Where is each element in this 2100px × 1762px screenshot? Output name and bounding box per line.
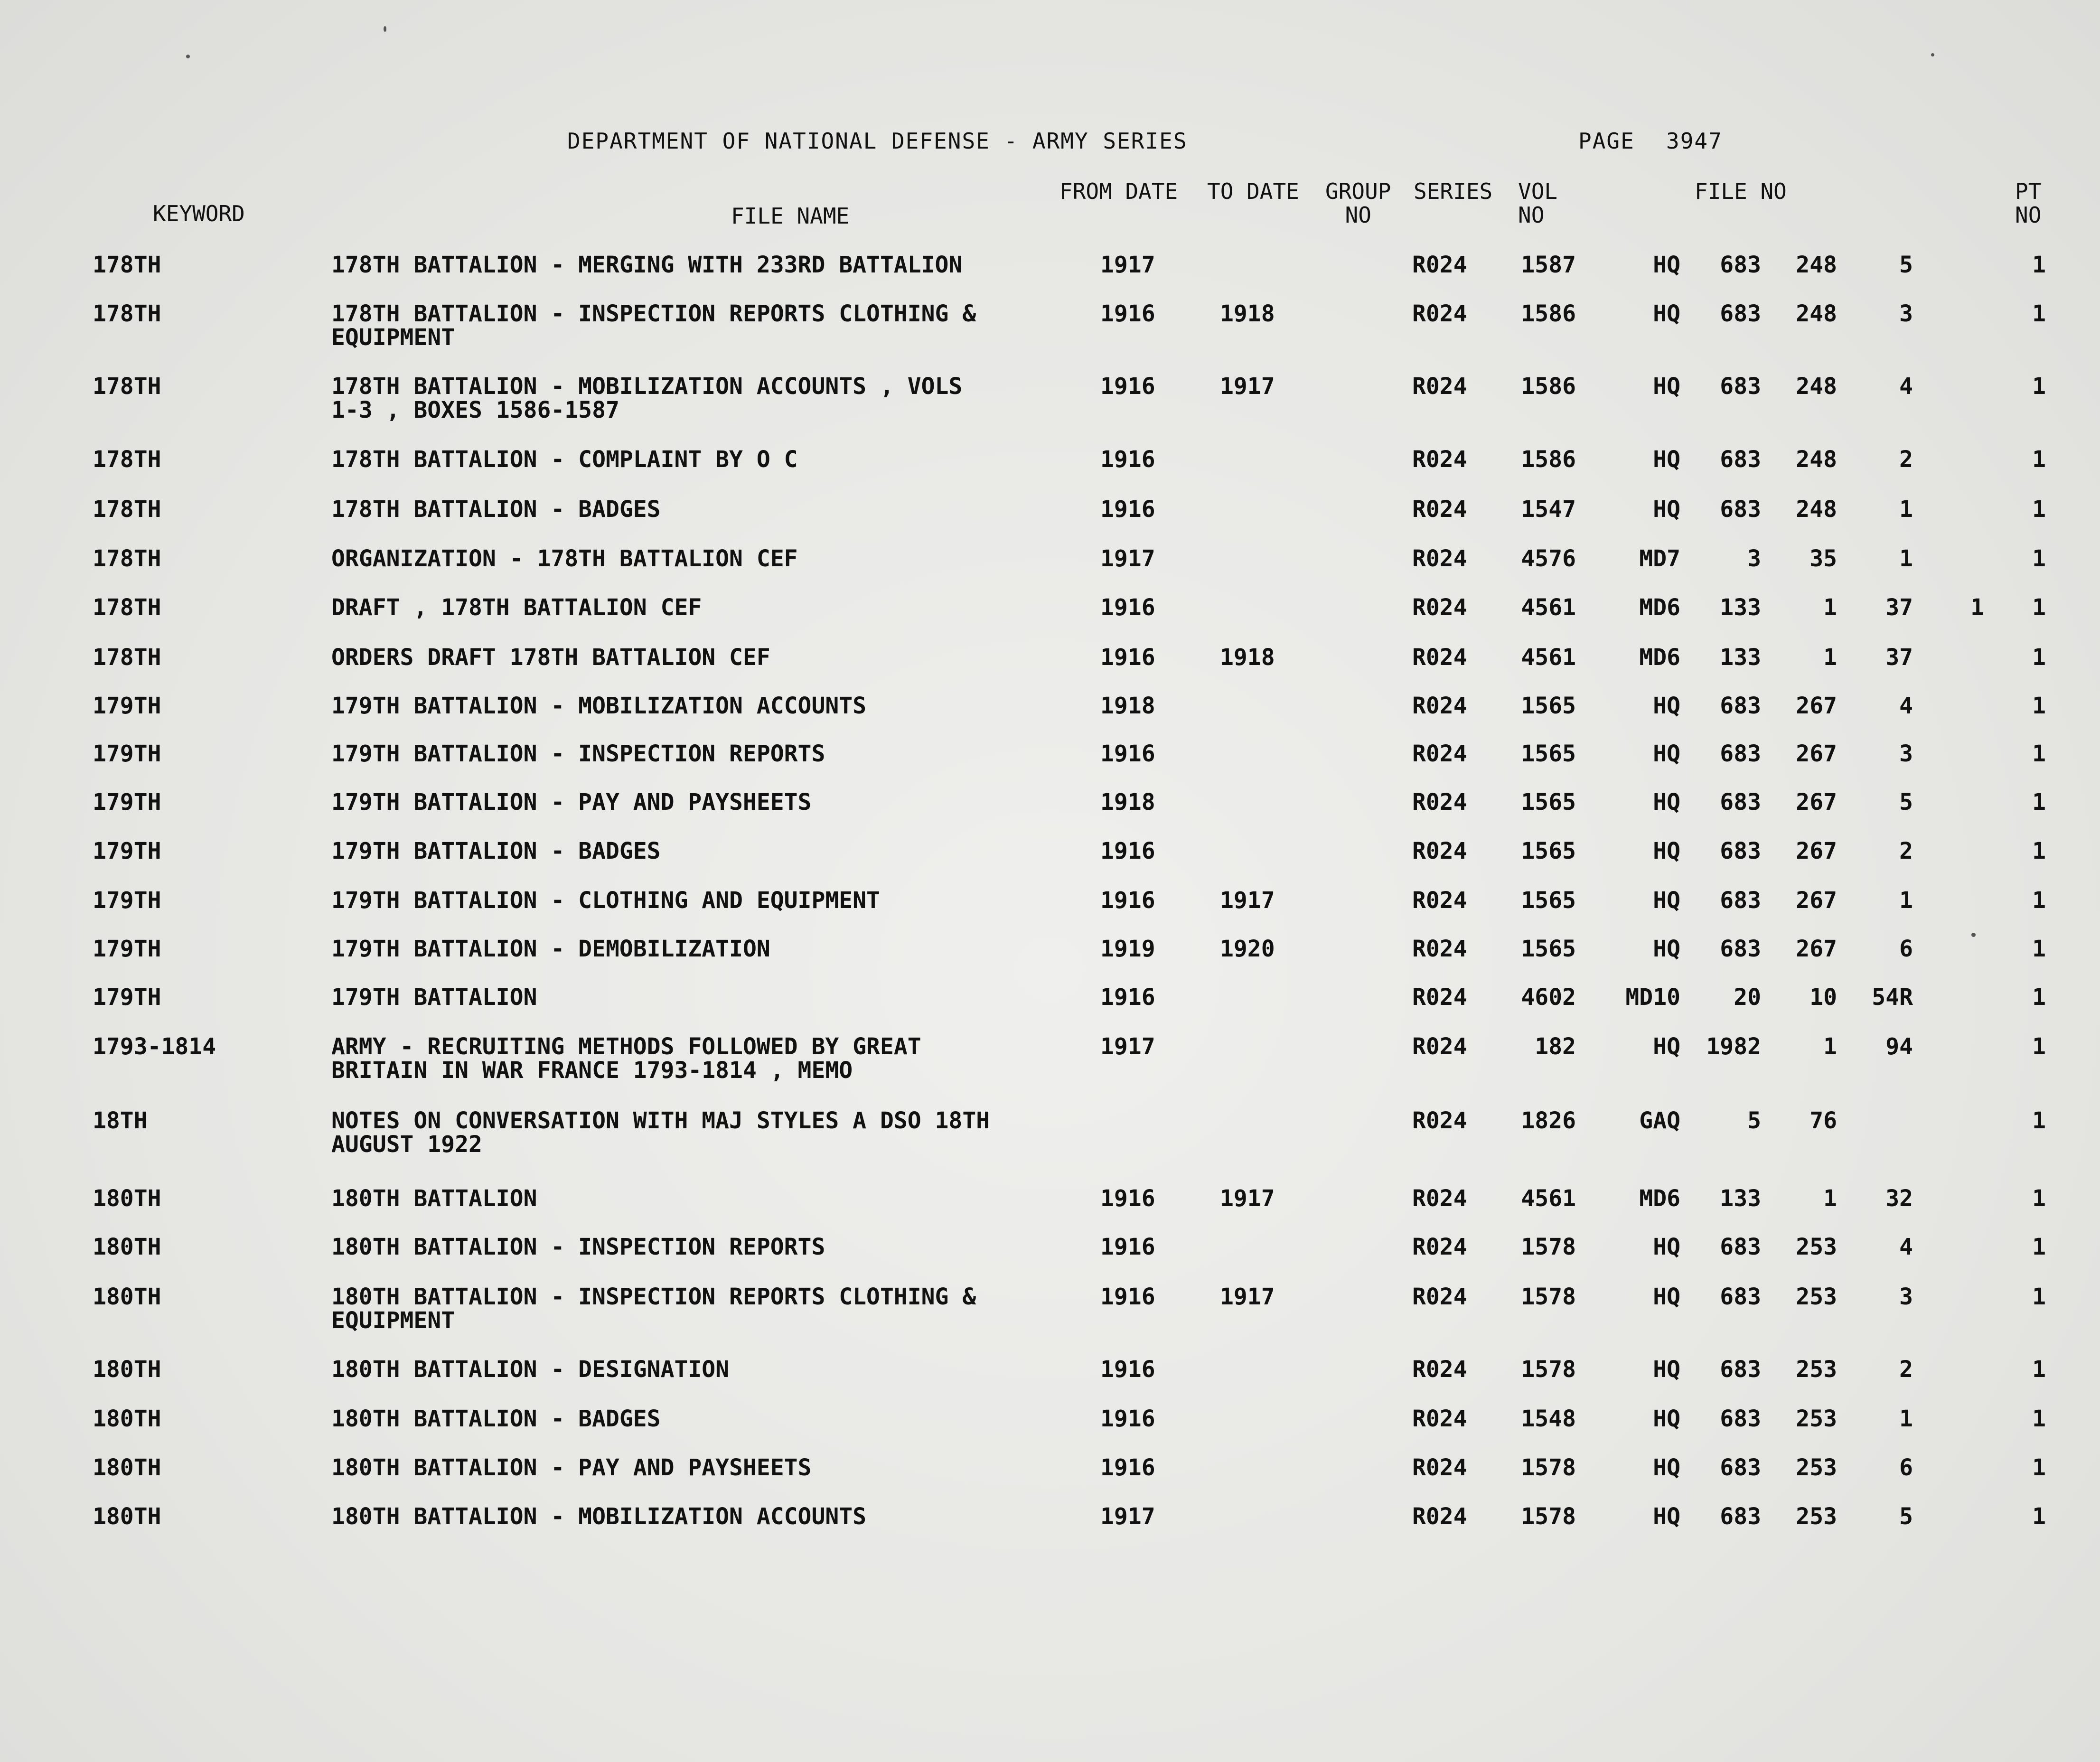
table-row bbox=[0, 375, 2100, 422]
cell-keyword: 179TH bbox=[93, 693, 161, 719]
cell-series: R024 bbox=[1412, 789, 1467, 815]
cell-f2: 683 bbox=[1720, 1454, 1761, 1481]
cell-f1: HQ bbox=[1653, 252, 1680, 278]
cell-f1: HQ bbox=[1653, 1033, 1680, 1060]
cell-vol: 4576 bbox=[1521, 545, 1576, 572]
cell-from-date: 1916 bbox=[1100, 1406, 1155, 1432]
cell-f2: 683 bbox=[1720, 1356, 1761, 1383]
cell-f2: 133 bbox=[1720, 1185, 1761, 1212]
cell-f3: 1 bbox=[1823, 594, 1837, 621]
cell-f4: 37 bbox=[1885, 594, 1913, 621]
cell-f3: 76 bbox=[1809, 1107, 1837, 1134]
cell-from-date: 1916 bbox=[1100, 373, 1155, 400]
cell-series: R024 bbox=[1412, 740, 1467, 767]
cell-pt: 1 bbox=[2032, 1185, 2046, 1212]
column-header-vol-no: VOL NO bbox=[1518, 178, 1558, 228]
cell-f2: 5 bbox=[1747, 1107, 1761, 1134]
cell-f3: 1 bbox=[1823, 1185, 1837, 1212]
cell-f2: 683 bbox=[1720, 446, 1761, 473]
cell-to-date: 1917 bbox=[1220, 1185, 1275, 1212]
cell-f4: 32 bbox=[1885, 1185, 1913, 1212]
cell-vol: 1578 bbox=[1521, 1356, 1576, 1383]
cell-from-date: 1916 bbox=[1100, 446, 1155, 473]
cell-from-date: 1919 bbox=[1100, 936, 1155, 962]
table-row bbox=[0, 596, 2100, 643]
cell-file-name: 178TH BATTALION - MERGING WITH 233RD BATTALION bbox=[331, 252, 963, 278]
cell-file-name: 179TH BATTALION - INSPECTION REPORTS bbox=[331, 740, 825, 767]
cell-f4: 54R bbox=[1872, 984, 1913, 1011]
cell-keyword: 178TH bbox=[93, 300, 161, 327]
cell-pt: 1 bbox=[2032, 496, 2046, 523]
cell-f2: 683 bbox=[1720, 887, 1761, 914]
cell-keyword: 178TH bbox=[93, 644, 161, 671]
cell-pt: 1 bbox=[2032, 887, 2046, 914]
cell-from-date: 1916 bbox=[1100, 644, 1155, 671]
cell-f1: HQ bbox=[1653, 1356, 1680, 1383]
cell-file-name: 178TH BATTALION - COMPLAINT BY O C bbox=[331, 446, 798, 473]
cell-f1: MD6 bbox=[1639, 594, 1680, 621]
cell-series: R024 bbox=[1412, 644, 1467, 671]
cell-from-date: 1917 bbox=[1100, 1503, 1155, 1530]
scan-speck bbox=[1931, 53, 1934, 56]
cell-f4: 1 bbox=[1899, 545, 1913, 572]
cell-pt: 1 bbox=[2032, 693, 2046, 719]
cell-f1: MD10 bbox=[1625, 984, 1680, 1011]
table-row bbox=[0, 985, 2100, 1033]
cell-f4: 1 bbox=[1899, 1406, 1913, 1432]
cell-to-date: 1917 bbox=[1220, 1284, 1275, 1310]
cell-f2: 683 bbox=[1720, 496, 1761, 523]
cell-file-name: DRAFT , 178TH BATTALION CEF bbox=[331, 594, 702, 621]
cell-f4: 6 bbox=[1899, 936, 1913, 962]
cell-from-date: 1916 bbox=[1100, 887, 1155, 914]
cell-f4: 3 bbox=[1899, 740, 1913, 767]
cell-keyword: 178TH bbox=[93, 446, 161, 473]
cell-pt: 1 bbox=[2032, 740, 2046, 767]
table-row bbox=[0, 1456, 2100, 1503]
cell-f5: 1 bbox=[1970, 594, 1984, 621]
cell-f4: 4 bbox=[1899, 693, 1913, 719]
table-row bbox=[0, 497, 2100, 545]
column-header-to-date: TO DATE bbox=[1207, 178, 1299, 204]
cell-f3: 267 bbox=[1796, 838, 1837, 864]
page-label: PAGE bbox=[1578, 128, 1635, 154]
cell-series: R024 bbox=[1412, 300, 1467, 327]
cell-file-name: 179TH BATTALION bbox=[331, 984, 537, 1011]
table-row bbox=[0, 790, 2100, 838]
cell-series: R024 bbox=[1412, 1454, 1467, 1481]
cell-series: R024 bbox=[1412, 1107, 1467, 1134]
column-header-series: SERIES bbox=[1414, 178, 1493, 204]
cell-f1: MD6 bbox=[1639, 644, 1680, 671]
cell-keyword: 179TH bbox=[93, 984, 161, 1011]
cell-from-date: 1916 bbox=[1100, 838, 1155, 864]
column-header-pt-no: PT NO bbox=[2015, 178, 2042, 228]
cell-from-date: 1916 bbox=[1100, 1284, 1155, 1310]
cell-f3: 248 bbox=[1796, 496, 1837, 523]
cell-f1: HQ bbox=[1653, 936, 1680, 962]
column-header-group-no: GROUP NO bbox=[1325, 178, 1391, 228]
cell-f3: 253 bbox=[1796, 1284, 1837, 1310]
cell-f2: 133 bbox=[1720, 644, 1761, 671]
cell-pt: 1 bbox=[2032, 373, 2046, 400]
cell-file-name: 180TH BATTALION - INSPECTION REPORTS bbox=[331, 1234, 825, 1260]
cell-file-name: NOTES ON CONVERSATION WITH MAJ STYLES A DSO 18TH AUGUST 1922 bbox=[331, 1107, 990, 1158]
cell-f2: 683 bbox=[1720, 740, 1761, 767]
cell-pt: 1 bbox=[2032, 300, 2046, 327]
cell-series: R024 bbox=[1412, 984, 1467, 1011]
cell-file-name: 178TH BATTALION - INSPECTION REPORTS CLOTHING & EQUIPMENT bbox=[331, 300, 976, 351]
cell-series: R024 bbox=[1412, 373, 1467, 400]
cell-f1: HQ bbox=[1653, 789, 1680, 815]
cell-vol: 4602 bbox=[1521, 984, 1576, 1011]
table-row bbox=[0, 253, 2100, 300]
cell-series: R024 bbox=[1412, 496, 1467, 523]
cell-from-date: 1916 bbox=[1100, 1356, 1155, 1383]
cell-pt: 1 bbox=[2032, 1284, 2046, 1310]
cell-keyword: 180TH bbox=[93, 1406, 161, 1432]
cell-to-date: 1917 bbox=[1220, 887, 1275, 914]
cell-file-name: 180TH BATTALION - MOBILIZATION ACCOUNTS bbox=[331, 1503, 867, 1530]
cell-f3: 253 bbox=[1796, 1234, 1837, 1260]
cell-pt: 1 bbox=[2032, 1033, 2046, 1060]
cell-pt: 1 bbox=[2032, 1356, 2046, 1383]
column-header-keyword: KEYWORD bbox=[153, 201, 245, 226]
cell-f2: 683 bbox=[1720, 838, 1761, 864]
cell-f4: 5 bbox=[1899, 252, 1913, 278]
table-row bbox=[0, 889, 2100, 936]
cell-keyword: 180TH bbox=[93, 1454, 161, 1481]
cell-keyword: 178TH bbox=[93, 496, 161, 523]
cell-to-date: 1918 bbox=[1220, 644, 1275, 671]
cell-series: R024 bbox=[1412, 887, 1467, 914]
cell-f2: 683 bbox=[1720, 693, 1761, 719]
cell-keyword: 180TH bbox=[93, 1185, 161, 1212]
cell-keyword: 179TH bbox=[93, 789, 161, 815]
cell-f3: 253 bbox=[1796, 1503, 1837, 1530]
cell-f3: 267 bbox=[1796, 887, 1837, 914]
cell-pt: 1 bbox=[2032, 252, 2046, 278]
cell-vol: 4561 bbox=[1521, 644, 1576, 671]
cell-f2: 683 bbox=[1720, 936, 1761, 962]
cell-keyword: 179TH bbox=[93, 838, 161, 864]
page-number: 3947 bbox=[1666, 128, 1723, 154]
table-row bbox=[0, 1235, 2100, 1283]
cell-file-name: 180TH BATTALION - PAY AND PAYSHEETS bbox=[331, 1454, 812, 1481]
cell-f1: HQ bbox=[1653, 838, 1680, 864]
cell-f3: 1 bbox=[1823, 644, 1837, 671]
cell-f2: 683 bbox=[1720, 789, 1761, 815]
cell-series: R024 bbox=[1412, 936, 1467, 962]
cell-keyword: 179TH bbox=[93, 887, 161, 914]
cell-from-date: 1916 bbox=[1100, 300, 1155, 327]
cell-f4: 94 bbox=[1885, 1033, 1913, 1060]
cell-vol: 1565 bbox=[1521, 789, 1576, 815]
cell-f4: 5 bbox=[1899, 789, 1913, 815]
cell-f4: 3 bbox=[1899, 1284, 1913, 1310]
cell-pt: 1 bbox=[2032, 1503, 2046, 1530]
cell-keyword: 18TH bbox=[93, 1107, 148, 1134]
cell-f2: 683 bbox=[1720, 1503, 1761, 1530]
cell-vol: 1578 bbox=[1521, 1503, 1576, 1530]
cell-keyword: 180TH bbox=[93, 1284, 161, 1310]
table-row bbox=[0, 1035, 2100, 1082]
cell-f3: 253 bbox=[1796, 1406, 1837, 1432]
cell-f4: 6 bbox=[1899, 1454, 1913, 1481]
cell-file-name: 179TH BATTALION - PAY AND PAYSHEETS bbox=[331, 789, 812, 815]
cell-vol: 182 bbox=[1535, 1033, 1576, 1060]
cell-f1: HQ bbox=[1653, 693, 1680, 719]
cell-f3: 248 bbox=[1796, 373, 1837, 400]
cell-f4: 5 bbox=[1899, 1503, 1913, 1530]
table-row bbox=[0, 302, 2100, 349]
cell-file-name: 180TH BATTALION - DESIGNATION bbox=[331, 1356, 730, 1383]
cell-file-name: 178TH BATTALION - BADGES bbox=[331, 496, 661, 523]
cell-series: R024 bbox=[1412, 545, 1467, 572]
cell-f4: 1 bbox=[1899, 496, 1913, 523]
cell-f1: HQ bbox=[1653, 496, 1680, 523]
cell-from-date: 1916 bbox=[1100, 594, 1155, 621]
cell-f2: 3 bbox=[1747, 545, 1761, 572]
cell-file-name: ORDERS DRAFT 178TH BATTALION CEF bbox=[331, 644, 770, 671]
table-row bbox=[0, 1505, 2100, 1552]
cell-vol: 1565 bbox=[1521, 936, 1576, 962]
cell-keyword: 178TH bbox=[93, 594, 161, 621]
page-title: DEPARTMENT OF NATIONAL DEFENSE - ARMY SERIES bbox=[567, 128, 1188, 154]
table-row bbox=[0, 839, 2100, 887]
cell-vol: 1586 bbox=[1521, 373, 1576, 400]
cell-vol: 1587 bbox=[1521, 252, 1576, 278]
cell-keyword: 180TH bbox=[93, 1234, 161, 1260]
cell-f2: 683 bbox=[1720, 373, 1761, 400]
cell-vol: 1547 bbox=[1521, 496, 1576, 523]
cell-f1: HQ bbox=[1653, 740, 1680, 767]
cell-pt: 1 bbox=[2032, 984, 2046, 1011]
cell-f2: 20 bbox=[1734, 984, 1761, 1011]
cell-vol: 1578 bbox=[1521, 1284, 1576, 1310]
cell-from-date: 1918 bbox=[1100, 693, 1155, 719]
cell-f1: HQ bbox=[1653, 373, 1680, 400]
scan-speck bbox=[186, 55, 190, 58]
cell-file-name: ARMY - RECRUITING METHODS FOLLOWED BY GREAT BRITAIN IN WAR FRANCE 1793-1814 , MEMO bbox=[331, 1033, 921, 1084]
table-row bbox=[0, 694, 2100, 741]
cell-f3: 267 bbox=[1796, 936, 1837, 962]
cell-to-date: 1918 bbox=[1220, 300, 1275, 327]
cell-f4: 2 bbox=[1899, 838, 1913, 864]
cell-f2: 683 bbox=[1720, 252, 1761, 278]
cell-file-name: 179TH BATTALION - MOBILIZATION ACCOUNTS bbox=[331, 693, 867, 719]
cell-series: R024 bbox=[1412, 594, 1467, 621]
cell-pt: 1 bbox=[2032, 1454, 2046, 1481]
cell-series: R024 bbox=[1412, 1356, 1467, 1383]
cell-f3: 248 bbox=[1796, 446, 1837, 473]
cell-file-name: 179TH BATTALION - CLOTHING AND EQUIPMENT bbox=[331, 887, 880, 914]
cell-vol: 1548 bbox=[1521, 1406, 1576, 1432]
cell-series: R024 bbox=[1412, 1503, 1467, 1530]
cell-series: R024 bbox=[1412, 252, 1467, 278]
cell-f2: 1982 bbox=[1706, 1033, 1761, 1060]
cell-file-name: 180TH BATTALION - BADGES bbox=[331, 1406, 661, 1432]
cell-keyword: 180TH bbox=[93, 1503, 161, 1530]
table-row bbox=[0, 1109, 2100, 1156]
cell-f3: 253 bbox=[1796, 1454, 1837, 1481]
table-row bbox=[0, 1285, 2100, 1332]
cell-vol: 1826 bbox=[1521, 1107, 1576, 1134]
cell-series: R024 bbox=[1412, 1406, 1467, 1432]
cell-f4: 4 bbox=[1899, 373, 1913, 400]
cell-pt: 1 bbox=[2032, 1234, 2046, 1260]
table-row bbox=[0, 448, 2100, 495]
cell-pt: 1 bbox=[2032, 936, 2046, 962]
cell-f4: 1 bbox=[1899, 887, 1913, 914]
cell-keyword: 179TH bbox=[93, 740, 161, 767]
cell-f2: 683 bbox=[1720, 300, 1761, 327]
cell-from-date: 1917 bbox=[1100, 545, 1155, 572]
cell-keyword: 178TH bbox=[93, 373, 161, 400]
cell-f3: 10 bbox=[1809, 984, 1837, 1011]
cell-from-date: 1916 bbox=[1100, 984, 1155, 1011]
cell-pt: 1 bbox=[2032, 644, 2046, 671]
cell-series: R024 bbox=[1412, 1185, 1467, 1212]
cell-f2: 133 bbox=[1720, 594, 1761, 621]
cell-series: R024 bbox=[1412, 446, 1467, 473]
cell-f3: 248 bbox=[1796, 252, 1837, 278]
column-header-from-date: FROM DATE bbox=[1059, 178, 1178, 204]
cell-vol: 1565 bbox=[1521, 838, 1576, 864]
cell-pt: 1 bbox=[2032, 446, 2046, 473]
cell-f1: HQ bbox=[1653, 887, 1680, 914]
cell-from-date: 1918 bbox=[1100, 789, 1155, 815]
cell-f1: MD6 bbox=[1639, 1185, 1680, 1212]
cell-f2: 683 bbox=[1720, 1284, 1761, 1310]
cell-f3: 267 bbox=[1796, 740, 1837, 767]
cell-file-name: 180TH BATTALION bbox=[331, 1185, 537, 1212]
cell-vol: 1578 bbox=[1521, 1234, 1576, 1260]
cell-keyword: 178TH bbox=[93, 545, 161, 572]
cell-from-date: 1916 bbox=[1100, 1454, 1155, 1481]
cell-pt: 1 bbox=[2032, 789, 2046, 815]
cell-f4: 4 bbox=[1899, 1234, 1913, 1260]
cell-f4: 3 bbox=[1899, 300, 1913, 327]
cell-pt: 1 bbox=[2032, 545, 2046, 572]
cell-file-name: 179TH BATTALION - DEMOBILIZATION bbox=[331, 936, 770, 962]
table-row bbox=[0, 937, 2100, 984]
cell-keyword: 179TH bbox=[93, 936, 161, 962]
table-row bbox=[0, 1187, 2100, 1234]
cell-f1: HQ bbox=[1653, 1454, 1680, 1481]
column-header-file-no: FILE NO bbox=[1695, 178, 1787, 204]
cell-pt: 1 bbox=[2032, 838, 2046, 864]
table-row bbox=[0, 547, 2100, 594]
cell-series: R024 bbox=[1412, 838, 1467, 864]
cell-f1: HQ bbox=[1653, 1234, 1680, 1260]
cell-f3: 1 bbox=[1823, 1033, 1837, 1060]
cell-keyword: 1793-1814 bbox=[93, 1033, 216, 1060]
cell-vol: 1586 bbox=[1521, 300, 1576, 327]
cell-f1: HQ bbox=[1653, 1284, 1680, 1310]
cell-vol: 1565 bbox=[1521, 887, 1576, 914]
cell-vol: 1565 bbox=[1521, 693, 1576, 719]
cell-to-date: 1920 bbox=[1220, 936, 1275, 962]
cell-f3: 253 bbox=[1796, 1356, 1837, 1383]
table-row bbox=[0, 742, 2100, 789]
scan-speck bbox=[384, 26, 386, 32]
cell-f4: 2 bbox=[1899, 1356, 1913, 1383]
cell-f1: HQ bbox=[1653, 1503, 1680, 1530]
cell-f3: 248 bbox=[1796, 300, 1837, 327]
cell-file-name: 178TH BATTALION - MOBILIZATION ACCOUNTS , VOLS 1-3 , BOXES 1586-1587 bbox=[331, 373, 963, 423]
cell-vol: 1586 bbox=[1521, 446, 1576, 473]
cell-file-name: 180TH BATTALION - INSPECTION REPORTS CLOTHING & EQUIPMENT bbox=[331, 1284, 976, 1334]
cell-f3: 267 bbox=[1796, 789, 1837, 815]
cell-f1: HQ bbox=[1653, 1406, 1680, 1432]
cell-series: R024 bbox=[1412, 693, 1467, 719]
cell-f4: 2 bbox=[1899, 446, 1913, 473]
cell-f1: HQ bbox=[1653, 300, 1680, 327]
cell-file-name: 179TH BATTALION - BADGES bbox=[331, 838, 661, 864]
cell-keyword: 178TH bbox=[93, 252, 161, 278]
cell-vol: 4561 bbox=[1521, 594, 1576, 621]
cell-to-date: 1917 bbox=[1220, 373, 1275, 400]
cell-vol: 4561 bbox=[1521, 1185, 1576, 1212]
cell-f4: 37 bbox=[1885, 644, 1913, 671]
cell-vol: 1578 bbox=[1521, 1454, 1576, 1481]
cell-from-date: 1917 bbox=[1100, 252, 1155, 278]
cell-f2: 683 bbox=[1720, 1234, 1761, 1260]
cell-from-date: 1916 bbox=[1100, 1234, 1155, 1260]
cell-keyword: 180TH bbox=[93, 1356, 161, 1383]
cell-from-date: 1916 bbox=[1100, 496, 1155, 523]
cell-f3: 35 bbox=[1809, 545, 1837, 572]
cell-vol: 1565 bbox=[1521, 740, 1576, 767]
column-header-file-name: FILE NAME bbox=[731, 203, 850, 229]
cell-f1: GAQ bbox=[1639, 1107, 1680, 1134]
cell-file-name: ORGANIZATION - 178TH BATTALION CEF bbox=[331, 545, 798, 572]
table-row bbox=[0, 1407, 2100, 1454]
cell-from-date: 1917 bbox=[1100, 1033, 1155, 1060]
cell-pt: 1 bbox=[2032, 1107, 2046, 1134]
scan-speck bbox=[1971, 933, 1976, 937]
table-row bbox=[0, 1358, 2100, 1405]
cell-f2: 683 bbox=[1720, 1406, 1761, 1432]
cell-pt: 1 bbox=[2032, 1406, 2046, 1432]
cell-series: R024 bbox=[1412, 1234, 1467, 1260]
cell-pt: 1 bbox=[2032, 594, 2046, 621]
table-row bbox=[0, 646, 2100, 693]
cell-series: R024 bbox=[1412, 1033, 1467, 1060]
cell-f1: MD7 bbox=[1639, 545, 1680, 572]
cell-f1: HQ bbox=[1653, 446, 1680, 473]
cell-f3: 267 bbox=[1796, 693, 1837, 719]
cell-from-date: 1916 bbox=[1100, 740, 1155, 767]
cell-series: R024 bbox=[1412, 1284, 1467, 1310]
cell-from-date: 1916 bbox=[1100, 1185, 1155, 1212]
